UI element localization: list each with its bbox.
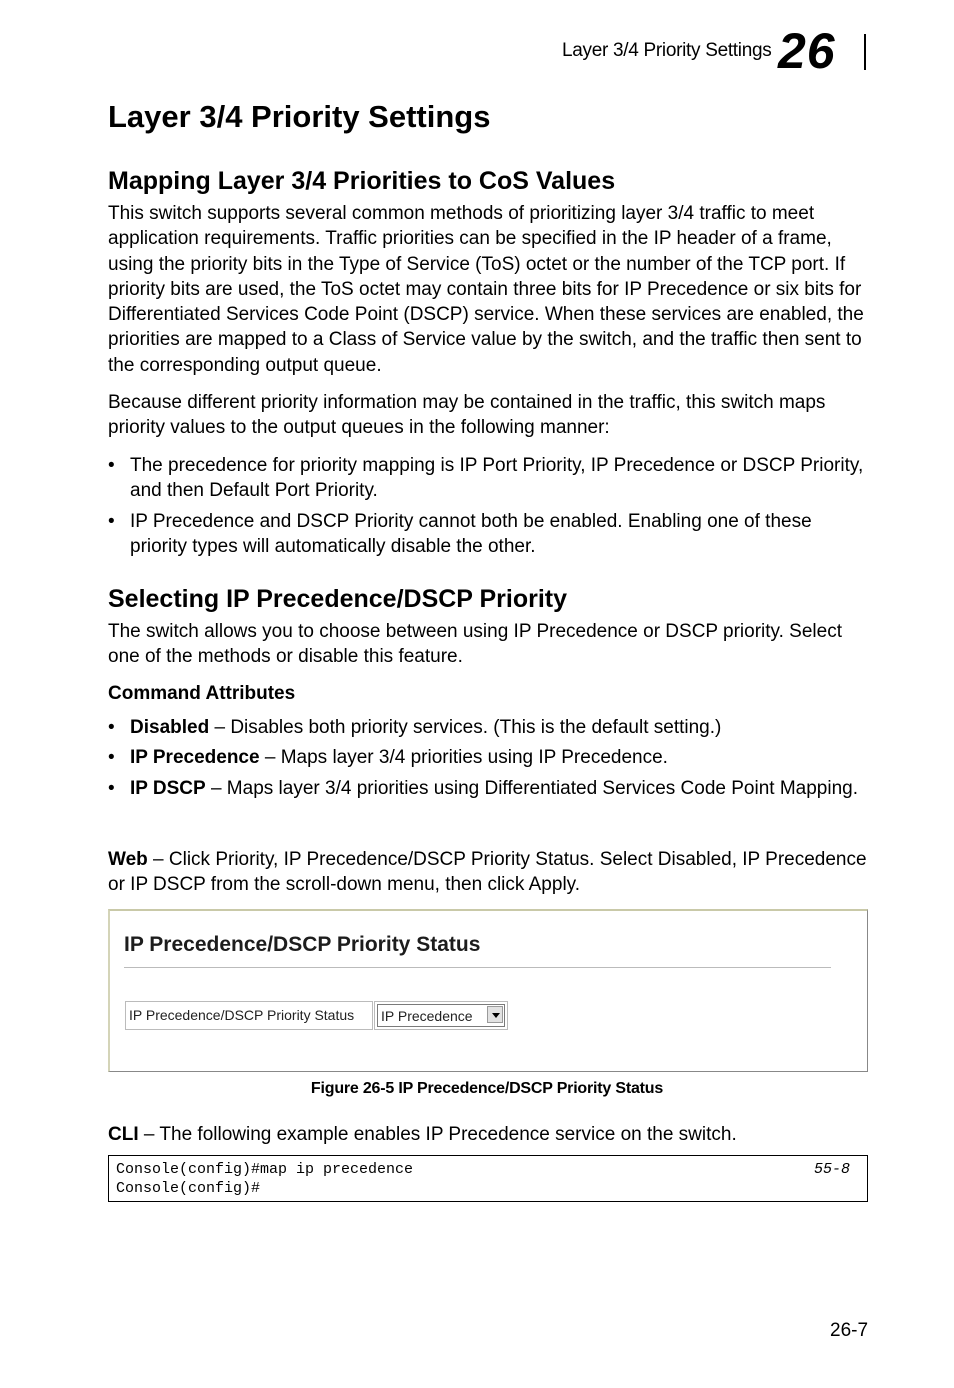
figure-caption: Figure 26-5 IP Precedence/DSCP Priority Status [310, 1080, 664, 1097]
cli-instructions [108, 1122, 868, 1147]
cli-text: – The following example enables IP Precedence service on the switch. [138, 1124, 737, 1145]
web-text: – Click Priority, IP Precedence/DSCP Priority Status. Select Disabled, IP Precedence or IP DSCP from the scroll-down menu, then click Apply. [108, 849, 867, 896]
screenshot-divider [124, 967, 831, 968]
selected-value: IP Precedence [381, 1008, 473, 1024]
field-label: IP Precedence/DSCP Priority Status [129, 1007, 355, 1023]
page-number: 26-7 [830, 1320, 869, 1341]
header-rule [864, 34, 866, 70]
code-line: Console(config)# [116, 1180, 261, 1197]
mapping-paragraph-2: Because different priority information may be contained in the traffic, this switch maps priority values to the output queues in the following manner: [108, 392, 826, 439]
web-ui-screenshot [108, 909, 868, 1072]
code-block [108, 1155, 868, 1202]
list-item [108, 776, 868, 801]
list-item: • The precedence for priority mapping is IP Port Priority, IP Precedence or DSCP Priority, and then Default Port Priority. [108, 453, 868, 504]
list-item [108, 715, 868, 740]
list-item: • IP Precedence and DSCP Priority cannot both be enabled. Enabling one of these priority types will automatically disable the other. [108, 509, 868, 560]
attribute-desc: – Disables both priority services. (This is the default setting.) [209, 717, 722, 738]
attribute-term: IP Precedence [130, 747, 260, 769]
dropdown-arrow-icon[interactable] [487, 1006, 503, 1023]
screenshot-title: IP Precedence/DSCP Priority Status [124, 933, 481, 956]
mapping-paragraph-1: This switch supports several common methods of prioritizing layer 3/4 traffic to meet application requirements. Traffic priorities can be specified in the IP header of a frame, using the priority bits in the Type of Service (ToS) octet or the number of the TCP port. If priority bits are used, the ToS octet may contain three bits for IP Precedence or six bits for Differentiated Services Code Point (DSCP) service. When these services are enabled, the priorities are mapped to a Class of Service value by the switch, and the traffic then sent to the corresponding output queue. [108, 203, 864, 376]
page-title: Layer 3/4 Priority Settings [108, 99, 491, 134]
attribute-list [108, 715, 868, 801]
section-heading-selecting: Selecting IP Precedence/DSCP Priority [108, 585, 567, 613]
selecting-paragraph: The switch allows you to choose between using IP Precedence or DSCP priority. Select one of the methods or disable this feature. [108, 621, 842, 668]
attribute-term: Disabled [130, 717, 210, 738]
cli-label: CLI [108, 1124, 139, 1145]
attribute-desc: – Maps layer 3/4 priorities using IP Precedence. [259, 747, 668, 769]
command-attributes-heading: Command Attributes [108, 683, 296, 704]
mapping-bullet-list [108, 453, 868, 559]
running-title: Layer 3/4 Priority Settings [562, 40, 772, 61]
web-instructions [108, 847, 868, 898]
chapter-number: 26 [778, 23, 836, 79]
field-label-cell [125, 1001, 373, 1030]
code-reference: 55-8 [813, 1161, 850, 1178]
web-label: Web [108, 849, 148, 870]
priority-status-select-cell [374, 1001, 508, 1030]
priority-status-select[interactable] [377, 1004, 505, 1027]
section-heading-mapping: Mapping Layer 3/4 Priorities to CoS Values [108, 167, 616, 195]
code-line: Console(config)#map ip precedence [116, 1161, 414, 1178]
list-item [108, 745, 868, 770]
attribute-desc: – Maps layer 3/4 priorities using Differentiated Services Code Point Mapping. [205, 777, 859, 799]
attribute-term: IP DSCP [130, 777, 206, 799]
